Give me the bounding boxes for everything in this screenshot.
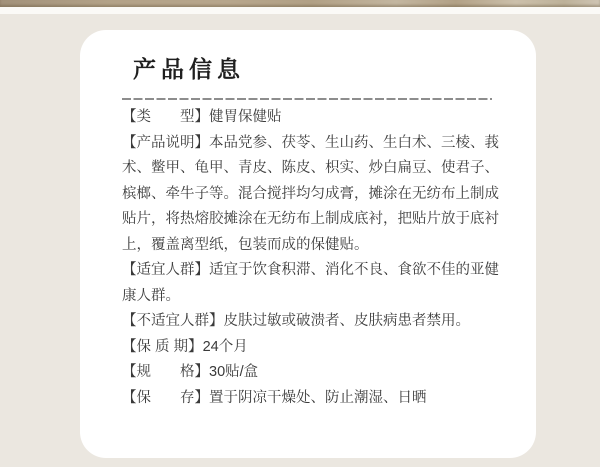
field-storage-label: 【保 存】 <box>122 389 209 406</box>
field-description <box>122 131 501 259</box>
field-type <box>122 105 501 131</box>
field-specification <box>122 360 501 386</box>
field-storage <box>122 386 501 412</box>
field-suitable-people-value: 适宜于饮食积滞、消化不良、食欲不佳的亚健康人群。 <box>122 262 499 304</box>
field-storage-value: 置于阴凉干燥处、防止潮湿、日晒 <box>209 389 427 406</box>
field-specification-value: 30贴/盒 <box>209 364 259 380</box>
field-specification-label: 【规 格】 <box>122 364 209 380</box>
title-divider <box>122 98 492 100</box>
product-fields <box>122 105 501 411</box>
field-unsuitable-people-label: 【不适宜人群】 <box>122 313 224 329</box>
field-unsuitable-people <box>122 309 501 335</box>
field-description-value: 本品党参、茯苓、生山药、生白术、三棱、莪术、鳖甲、龟甲、青皮、陈皮、枳实、炒白扁豆、使君子、槟榔、牵牛子等。混合搅拌均匀成膏，摊涂在无纺布上制成贴片，将热熔胶摊涂在无纺布上制成底衬，把贴片放于底衬上，覆盖离型纸，包装而成的保健贴。 <box>122 134 499 253</box>
field-suitable-people <box>122 258 501 309</box>
field-shelf-life-label: 【保 质 期】 <box>122 338 203 355</box>
field-type-value: 健胃保健贴 <box>209 109 282 125</box>
field-shelf-life <box>122 335 501 361</box>
product-info-card <box>80 30 536 458</box>
field-unsuitable-people-value: 皮肤过敏或破溃者、皮肤病患者禁用。 <box>223 313 470 329</box>
field-suitable-people-label: 【适宜人群】 <box>122 262 209 278</box>
field-shelf-life-value: 24个月 <box>202 338 248 355</box>
field-description-label: 【产品说明】 <box>122 134 209 151</box>
field-type-label: 【类 型】 <box>122 109 209 125</box>
top-white-strip <box>0 7 600 14</box>
page-title: 产品信息 <box>133 56 245 82</box>
product-photo-edge <box>0 0 600 7</box>
